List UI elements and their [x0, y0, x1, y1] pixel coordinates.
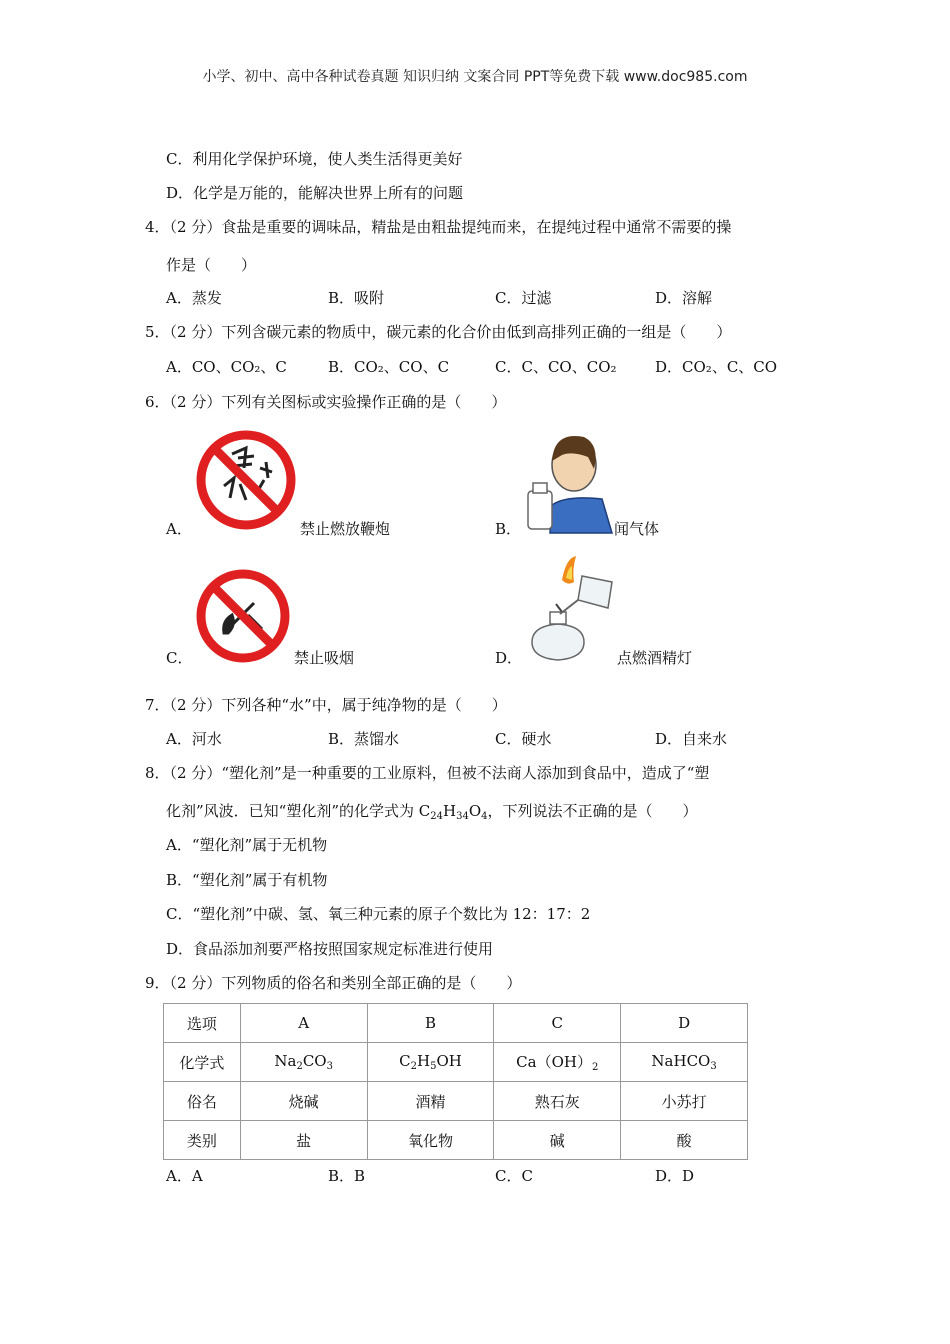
page-header: 小学、初中、高中各种试卷真题 知识归纳 文案合同 PPT等免费下载 www.doc985.com	[202, 69, 748, 85]
q3-option-d: D．化学是万能的，能解决世界上所有的问题	[166, 184, 464, 202]
smelling-gas-boy-icon	[522, 425, 614, 535]
q8-option-a: A．“塑化剂”属于无机物	[166, 836, 328, 854]
formula-na2co3: $Na_2CO_3$	[240, 1043, 367, 1082]
table-row	[164, 1004, 748, 1043]
q5-option-c: C．C、CO、CO₂	[495, 358, 617, 376]
q5-stem: 5．（2 分）下列含碳元素的物质中，碳元素的化合价由低到高排列正确的一组是（ ）	[145, 323, 732, 341]
q9-option-c: C．C	[495, 1167, 533, 1185]
q4-option-d: D．溶解	[655, 289, 713, 307]
table-row	[164, 1121, 748, 1160]
table-cell: C	[494, 1004, 621, 1043]
q7-option-a: A．河水	[166, 730, 222, 748]
table-cell: 小苏打	[621, 1082, 748, 1121]
table-cell: B	[367, 1004, 494, 1043]
q6-option-b-letter: B．	[495, 520, 522, 538]
q5-option-d: D．CO₂、C、CO	[655, 358, 778, 376]
table-cell: 化学式	[164, 1043, 241, 1082]
q6-option-d-caption: 点燃酒精灯	[617, 649, 693, 667]
table-cell: A	[240, 1004, 367, 1043]
table-cell: D	[621, 1004, 748, 1043]
alcohol-lamp-lighting-icon	[520, 556, 620, 666]
q4-stem: 4．（2 分）食盐是重要的调味品，精盐是由粗盐提纯而来，在提纯过程中通常不需要的操	[145, 218, 732, 236]
q6-option-c-letter: C．	[166, 649, 193, 667]
no-smoking-sign-icon	[194, 567, 292, 665]
q6-option-c-caption: 禁止吸烟	[294, 649, 355, 667]
q9-option-a: A．A	[166, 1167, 203, 1185]
q7-option-d: D．自来水	[655, 730, 728, 748]
table-cell: 熟石灰	[494, 1082, 621, 1121]
table-row	[164, 1043, 748, 1082]
table-cell: 俗名	[164, 1082, 241, 1121]
table-cell: 类别	[164, 1121, 241, 1160]
q4-option-c: C．过滤	[495, 289, 552, 307]
q8-stem-cont: 化剂”风波．已知“塑化剂”的化学式为 $C_{24}H_{34}O_4$，下列说法不正确的是（ ）	[166, 802, 698, 822]
table-cell: 选项	[164, 1004, 241, 1043]
q7-option-c: C．硬水	[495, 730, 552, 748]
q6-option-b-caption: 闻气体	[614, 520, 660, 538]
q6-option-d-letter: D．	[495, 649, 523, 667]
q9-stem: 9．（2 分）下列物质的俗名和类别全部正确的是（ ）	[145, 974, 522, 992]
table-cell: 碱	[494, 1121, 621, 1160]
formula-caoh2: $Ca(OH)_2$	[494, 1043, 621, 1082]
q6-option-a-caption: 禁止燃放鞭炮	[300, 520, 391, 538]
q9-option-b: B．B	[328, 1167, 366, 1185]
q5-option-a: A．CO、CO₂、C	[166, 358, 287, 376]
formula-c2h5oh: $C_2H_5OH$	[367, 1043, 494, 1082]
q8-stem: 8．（2 分）“塑化剂”是一种重要的工业原料，但被不法商人添加到食品中，造成了“塑	[145, 764, 710, 782]
formula-nahco3: NaHCO$_3$	[621, 1043, 748, 1082]
q4-option-a: A．蒸发	[166, 289, 222, 307]
table-row	[164, 1082, 748, 1121]
q8-option-c: C．“塑化剂”中碳、氢、氧三种元素的原子个数比为 12：17：2	[166, 905, 591, 923]
q9-option-d: D．D	[655, 1167, 695, 1185]
table-cell: 氧化物	[367, 1121, 494, 1160]
no-firecrackers-sign-icon	[194, 428, 298, 532]
q8-option-b: B．“塑化剂”属于有机物	[166, 871, 328, 889]
q5-option-b: B．CO₂、CO、C	[328, 358, 450, 376]
table-cell: 酒精	[367, 1082, 494, 1121]
q7-option-b: B．蒸馏水	[328, 730, 400, 748]
q4-stem-cont: 作是（ ）	[166, 256, 257, 274]
q6-stem: 6．（2 分）下列有关图标或实验操作正确的是（ ）	[145, 393, 507, 411]
table-cell: 烧碱	[240, 1082, 367, 1121]
q8-option-d: D．食品添加剂要严格按照国家规定标准进行使用	[166, 940, 494, 958]
q3-option-c: C．利用化学保护环境，使人类生活得更美好	[166, 150, 463, 168]
q7-stem: 7．（2 分）下列各种“水”中，属于纯净物的是（ ）	[145, 696, 507, 714]
q6-option-a-letter: A．	[166, 520, 192, 538]
q9-table	[163, 1003, 748, 1160]
table-cell: 酸	[621, 1121, 748, 1160]
table-cell: 盐	[240, 1121, 367, 1160]
q4-option-b: B．吸附	[328, 289, 385, 307]
